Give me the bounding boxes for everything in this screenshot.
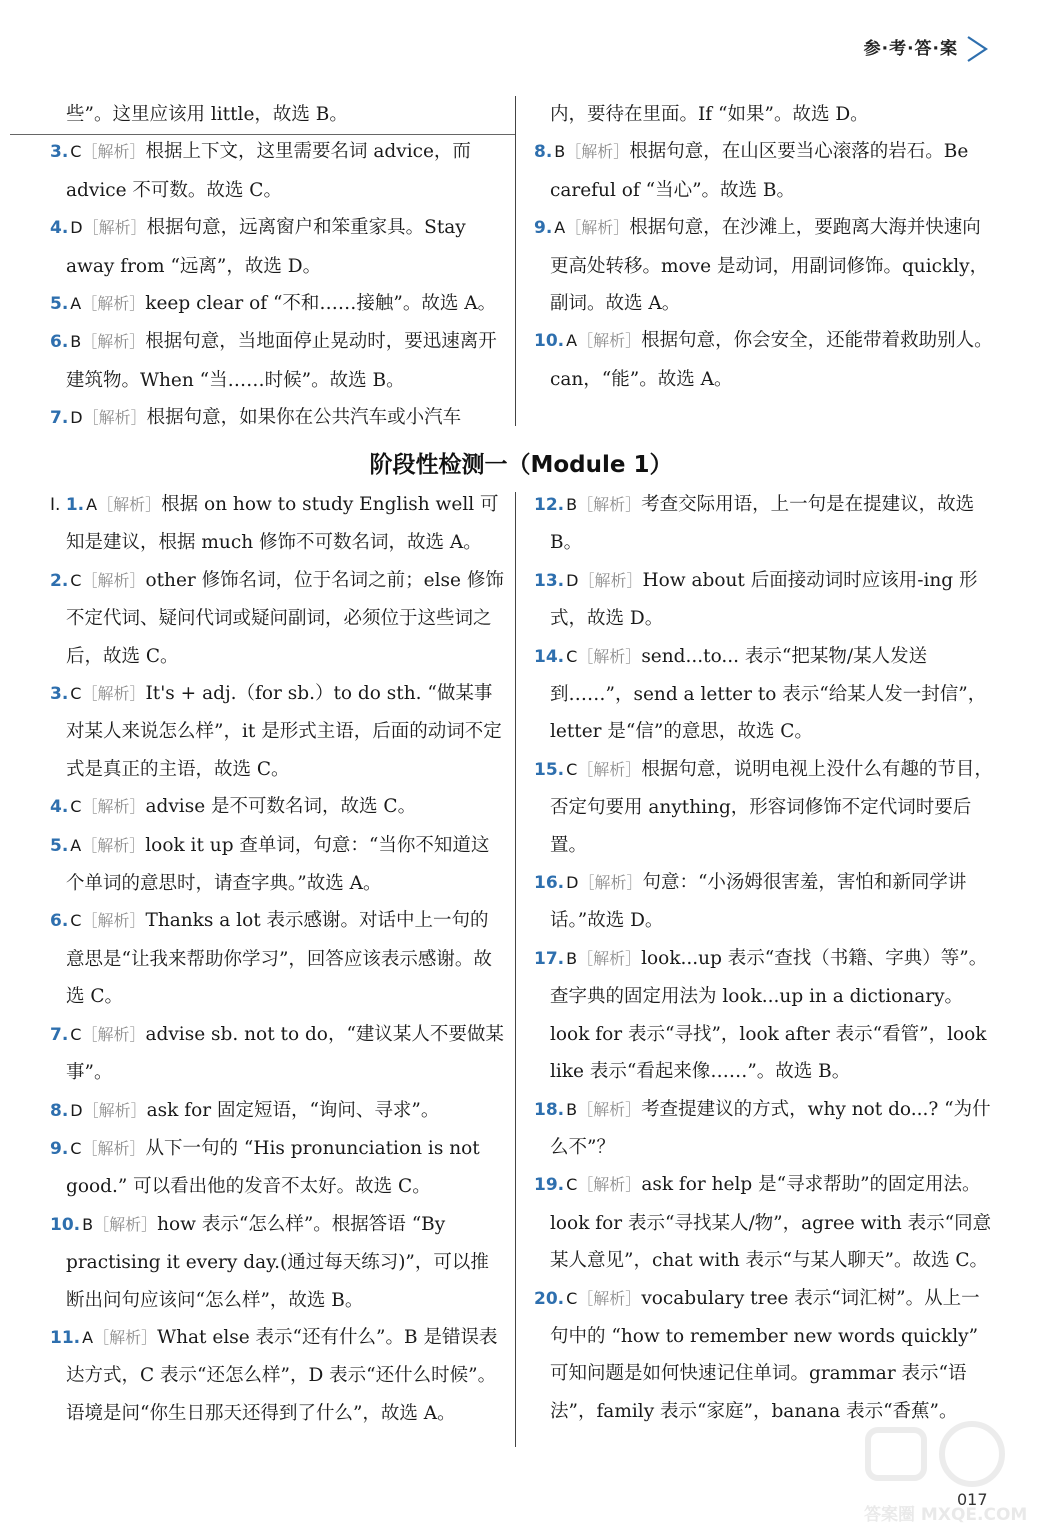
analysis-tag: ［解析］ — [93, 1214, 158, 1234]
analysis-text: ask for help 是“寻求帮助”的固定用法。look for 表示“寻找某人/物”，agree with 表示“同意某人意见”，chat with 表示“与某人聊天”。故选 C。 — [550, 1174, 992, 1272]
question-number: 5. — [50, 835, 69, 856]
analysis-text: keep clear of “不和……接触”。故选 A。 — [145, 293, 497, 315]
analysis-text: 根据句意，远离窗户和笨重家具。Stay away from “远离”，故选 D。 — [66, 217, 466, 277]
analysis-tag: ［解析］ — [81, 294, 146, 314]
analysis-text: advise 是不可数名词，故选 C。 — [145, 796, 417, 818]
question-number: 12. — [534, 495, 565, 515]
part-number: Ⅰ. — [50, 495, 66, 515]
analysis-text: other 修饰名词，位于名词之前；else 修饰不定代词、疑问代词或疑问副词，必须位于这些词之后，故选 C。 — [66, 569, 504, 667]
answer-choice: D — [566, 570, 579, 590]
analysis-tag: ［解析］ — [81, 142, 146, 162]
analysis-text: how 表示“怎么样”。根据答语 “By practising it every day.(通过每天练习)”，可以推断出问句应该问“怎么样”，故选 B。 — [66, 1213, 489, 1311]
analysis-tag: ［解析］ — [82, 408, 147, 428]
bottom-right-column — [534, 486, 994, 1430]
answer-choice: B — [70, 332, 82, 352]
answer-choice: A — [86, 495, 98, 514]
answer-entry — [534, 133, 994, 209]
analysis-tag: ［解析］ — [82, 218, 147, 238]
question-number: 1. — [65, 495, 85, 515]
answer-entry — [534, 940, 994, 1091]
analysis-text: 根据句意，在沙滩上，要跑离大海并快速向更高处转移。move 是动词，用副词修饰。quickly，副词。故选 A。 — [550, 217, 989, 315]
analysis-tag: ［解析］ — [577, 948, 642, 968]
answer-choice: C — [70, 570, 82, 590]
section-title: 阶段性检测一（Module 1） — [369, 452, 673, 478]
analysis-tag: ［解析］ — [81, 570, 146, 590]
analysis-tag: ［解析］ — [577, 1288, 642, 1308]
analysis-tag: ［解析］ — [81, 332, 146, 352]
answer-choice: C — [566, 759, 578, 779]
analysis-text: 根据句意，说明电视上没什么有趣的节目，否定句要用 anything，形容词修饰不定代词时要后置。 — [550, 758, 993, 856]
answer-entry — [50, 285, 505, 323]
answer-entry — [50, 562, 505, 675]
analysis-text: 句意：“小汤姆很害羞，害怕和新同学讲话。”故选 D。 — [550, 872, 967, 932]
answer-entry — [50, 675, 505, 788]
top-right-column — [534, 96, 994, 398]
answer-choice: A — [554, 218, 566, 238]
analysis-text: How about 后面接动词时应该用-ing 形式，故选 D。 — [550, 569, 978, 630]
analysis-tag: ［解析］ — [565, 218, 630, 238]
answer-entry — [534, 486, 994, 562]
watermark-text: 答案圈 MXQE.COM — [864, 1505, 1028, 1525]
question-number: 3. — [50, 142, 69, 163]
answer-entry — [50, 133, 505, 209]
analysis-text: 根据句意，当地面停止晃动时，要迅速离开建筑物。When “当……时候”。故选 B。 — [66, 331, 497, 391]
question-number: 19. — [534, 1175, 565, 1196]
answer-entry — [534, 751, 994, 864]
answer-choice: C — [70, 797, 82, 817]
answer-entry — [50, 788, 505, 826]
analysis-tag: ［解析］ — [578, 570, 643, 590]
analysis-tag: ［解析］ — [565, 142, 630, 162]
answer-entry — [50, 399, 505, 437]
question-number: 5. — [50, 294, 69, 315]
analysis-tag: ［解析］ — [81, 835, 146, 855]
answer-choice: B — [566, 948, 578, 968]
question-number: 18. — [534, 1099, 565, 1120]
analysis-tag: ［解析］ — [81, 1024, 146, 1044]
answer-choice: C — [566, 1288, 578, 1308]
answer-choice: A — [70, 835, 82, 855]
analysis-text: send...to... 表示“把某物/某人发送到……”，send a letter to 表示“给某人发一封信”，letter 是“信”的意思，故选 C。 — [550, 645, 987, 743]
answer-entry — [50, 1206, 505, 1319]
top-left-column — [50, 96, 505, 438]
analysis-tag: ［解析］ — [577, 759, 642, 779]
answer-choice: C — [70, 142, 82, 162]
answer-choice: B — [554, 142, 566, 162]
header-title: 参·考·答·案 — [863, 39, 958, 59]
question-number: 3. — [50, 684, 69, 705]
analysis-tag: ［解析］ — [577, 646, 642, 666]
analysis-tag: ［解析］ — [81, 797, 146, 817]
answer-entry — [534, 1166, 994, 1279]
analysis-text: 根据句意，在山区要当心滚落的岩石。Be careful of “当心”。故选 B。 — [550, 141, 969, 201]
chevron-right-icon — [964, 34, 990, 64]
answer-entry — [534, 1091, 994, 1167]
analysis-tag: ［解析］ — [577, 1099, 642, 1119]
analysis-tag: ［解析］ — [577, 331, 642, 351]
answer-choice: B — [82, 1214, 94, 1234]
question-number: 7. — [50, 408, 69, 429]
analysis-text: advise sb. not to do，“建议某人不要做某事”。 — [66, 1023, 504, 1084]
question-number: 8. — [534, 142, 553, 163]
answer-continuation — [50, 96, 505, 133]
answer-entry — [50, 209, 505, 285]
question-number: 10. — [50, 1214, 81, 1235]
top-column-divider — [515, 96, 516, 426]
answer-entry — [50, 1319, 505, 1432]
answer-choice: C — [70, 1024, 82, 1044]
answer-entry — [534, 638, 994, 751]
analysis-tag: ［解析］ — [81, 684, 146, 704]
analysis-tag: ［解析］ — [81, 1138, 146, 1158]
question-number: 4. — [50, 797, 69, 818]
analysis-text: It's + adj.（for sb.）to do sth. “做某事对某人来说怎么样”，it 是形式主语，后面的动词不定式是真正的主语，故选 C。 — [66, 683, 502, 780]
answer-choice: D — [70, 408, 83, 428]
question-number: 15. — [534, 759, 565, 780]
analysis-text: 根据上下文，这里需要名词 advice，而 advice 不可数。故选 C。 — [66, 141, 471, 201]
analysis-tag: ［解析］ — [577, 495, 642, 514]
question-number: 6. — [50, 911, 69, 932]
answer-choice: D — [70, 1100, 83, 1120]
bottom-left-column — [50, 486, 505, 1432]
answer-entry — [50, 323, 505, 399]
question-number: 11. — [50, 1327, 81, 1348]
answer-continuation — [534, 96, 994, 133]
answer-entry — [50, 1130, 505, 1206]
question-number: 7. — [50, 1024, 69, 1045]
continuation-text: 内，要待在里面。If “如果”。故选 D。 — [550, 104, 869, 125]
answer-entry — [50, 902, 505, 1015]
analysis-text: 根据句意，你会安全，还能带着救助别人。can，“能”。故选 A。 — [550, 330, 993, 390]
analysis-text: Thanks a lot 表示感谢。对话中上一句的意思是“让我来帮助你学习”，回答应该表示感谢。故选 C。 — [66, 910, 492, 1008]
question-number: 4. — [50, 218, 69, 239]
analysis-tag: ［解析］ — [97, 495, 162, 514]
analysis-tag: ［解析］ — [93, 1327, 158, 1347]
analysis-text: look it up 查单词，句意：“当你不知道这个单词的意思时，请查字典。”故选 A。 — [66, 834, 490, 895]
watermark-logo — [860, 1408, 1028, 1530]
question-number: 6. — [50, 332, 69, 353]
answer-choice: A — [70, 294, 82, 314]
answer-entry — [534, 562, 994, 638]
analysis-text: 考查交际用语，上一句是在提建议，故选 B。 — [550, 494, 975, 554]
answer-choice: C — [70, 684, 82, 704]
question-number: 14. — [534, 646, 565, 667]
question-number: 2. — [50, 570, 69, 591]
analysis-text: 从下一句的 “His pronunciation is not good.” 可以看出他的发音不太好。故选 C。 — [66, 1137, 480, 1198]
analysis-tag: ［解析］ — [82, 1100, 147, 1120]
question-number: 9. — [534, 218, 553, 239]
answer-choice: D — [566, 873, 579, 893]
analysis-text: look...up 表示“查找（书籍、字典）等”。查字典的固定用法为 look...up in a dictionary。look for 表示“寻找”，look after 表示“看管”，look like 表示“看起来像……”。故选 B。 — [550, 947, 988, 1083]
answer-entry — [50, 1092, 505, 1130]
analysis-text: 根据句意，如果你在公共汽车或小汽车 — [146, 407, 462, 429]
analysis-text: What else 表示“还有什么”。B 是错误表达方式，C 表示“还怎么样”，D 表示“还什么时候”。语境是问“你生日那天还得到了什么”，故选 A。 — [66, 1326, 498, 1424]
bottom-column-divider — [515, 492, 516, 1447]
analysis-tag: ［解析］ — [81, 911, 146, 931]
answer-entry — [534, 322, 994, 398]
question-number: 17. — [534, 948, 565, 969]
analysis-tag: ［解析］ — [577, 1175, 642, 1195]
analysis-text: vocabulary tree 表示“词汇树”。从上一句中的 “how to remember new words quickly” 可知问题是如何快速记住单词。grammar 表示“语法”，family 表示“家庭”，banana 表示“香蕉”。 — [550, 1287, 980, 1422]
page-number: 017 — [957, 1490, 988, 1509]
analysis-text: 根据 on how to study English well 可知是建议，根据 much 修饰不可数名词，故选 A。 — [66, 494, 499, 554]
answer-choice: D — [70, 218, 83, 238]
answer-choice: C — [566, 646, 578, 666]
answer-choice: C — [566, 1175, 578, 1195]
answer-choice: A — [82, 1327, 94, 1347]
question-number: 10. — [534, 331, 565, 352]
answer-entry — [50, 827, 505, 903]
question-number: 16. — [534, 873, 565, 894]
answer-entry — [534, 209, 994, 322]
question-number: 9. — [50, 1138, 69, 1159]
analysis-text: ask for 固定短语，“询问、寻求”。 — [146, 1099, 440, 1121]
answer-choice: C — [70, 1138, 82, 1158]
answer-entry — [50, 1016, 505, 1092]
continuation-text: 些”。这里应该用 little，故选 B。 — [66, 104, 348, 125]
question-number: 20. — [534, 1288, 565, 1309]
answer-choice: B — [566, 495, 578, 514]
analysis-tag: ［解析］ — [578, 873, 643, 893]
answer-choice: A — [566, 331, 578, 351]
question-number: 13. — [534, 570, 565, 591]
answer-entry — [534, 864, 994, 940]
analysis-text: 考查提建议的方式，why not do...? “为什么不”？ — [550, 1098, 991, 1158]
answer-choice: C — [70, 911, 82, 931]
question-number: 8. — [50, 1100, 69, 1121]
answer-choice: B — [566, 1099, 578, 1119]
answer-entry — [50, 486, 505, 562]
